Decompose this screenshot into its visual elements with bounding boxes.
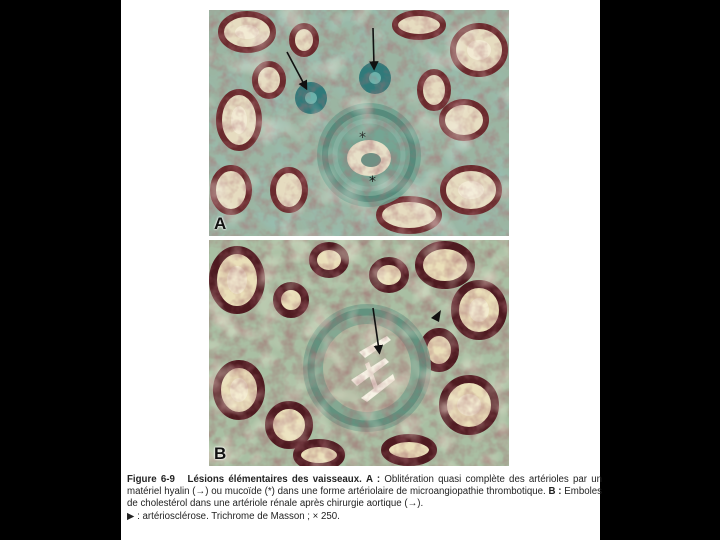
figure-caption [121,474,602,523]
caption-a-text: Oblitération quasi complète des artérioles par un matériel hyalin (→) ou mucoïde (*) dans une forme artériolaire de microangiopathie thrombotique. [127,474,602,498]
caption-b-label: B : [548,486,562,498]
caption-a-label: A : [366,474,381,485]
micrograph-panel-a [209,10,509,236]
micrograph-panel-b [209,240,509,466]
arrowhead-icon: ▶ [127,510,135,522]
caption-arrowhead-text: : artériosclérose. Trichrome de Masson ; × 250. [137,510,340,522]
caption-b-text: Emboles de cholestérol dans une artériole rénale après chirurgie aortique (→). [127,486,602,510]
figure-number: Figure 6-9 [127,474,175,485]
figure-title: Lésions élémentaires des vaisseaux. [187,474,362,485]
textbook-page [121,0,600,540]
histology-image-a [209,10,509,236]
panel-a-label: A [214,214,227,233]
histology-image-b [209,240,509,466]
panel-b-label: B [214,444,227,463]
